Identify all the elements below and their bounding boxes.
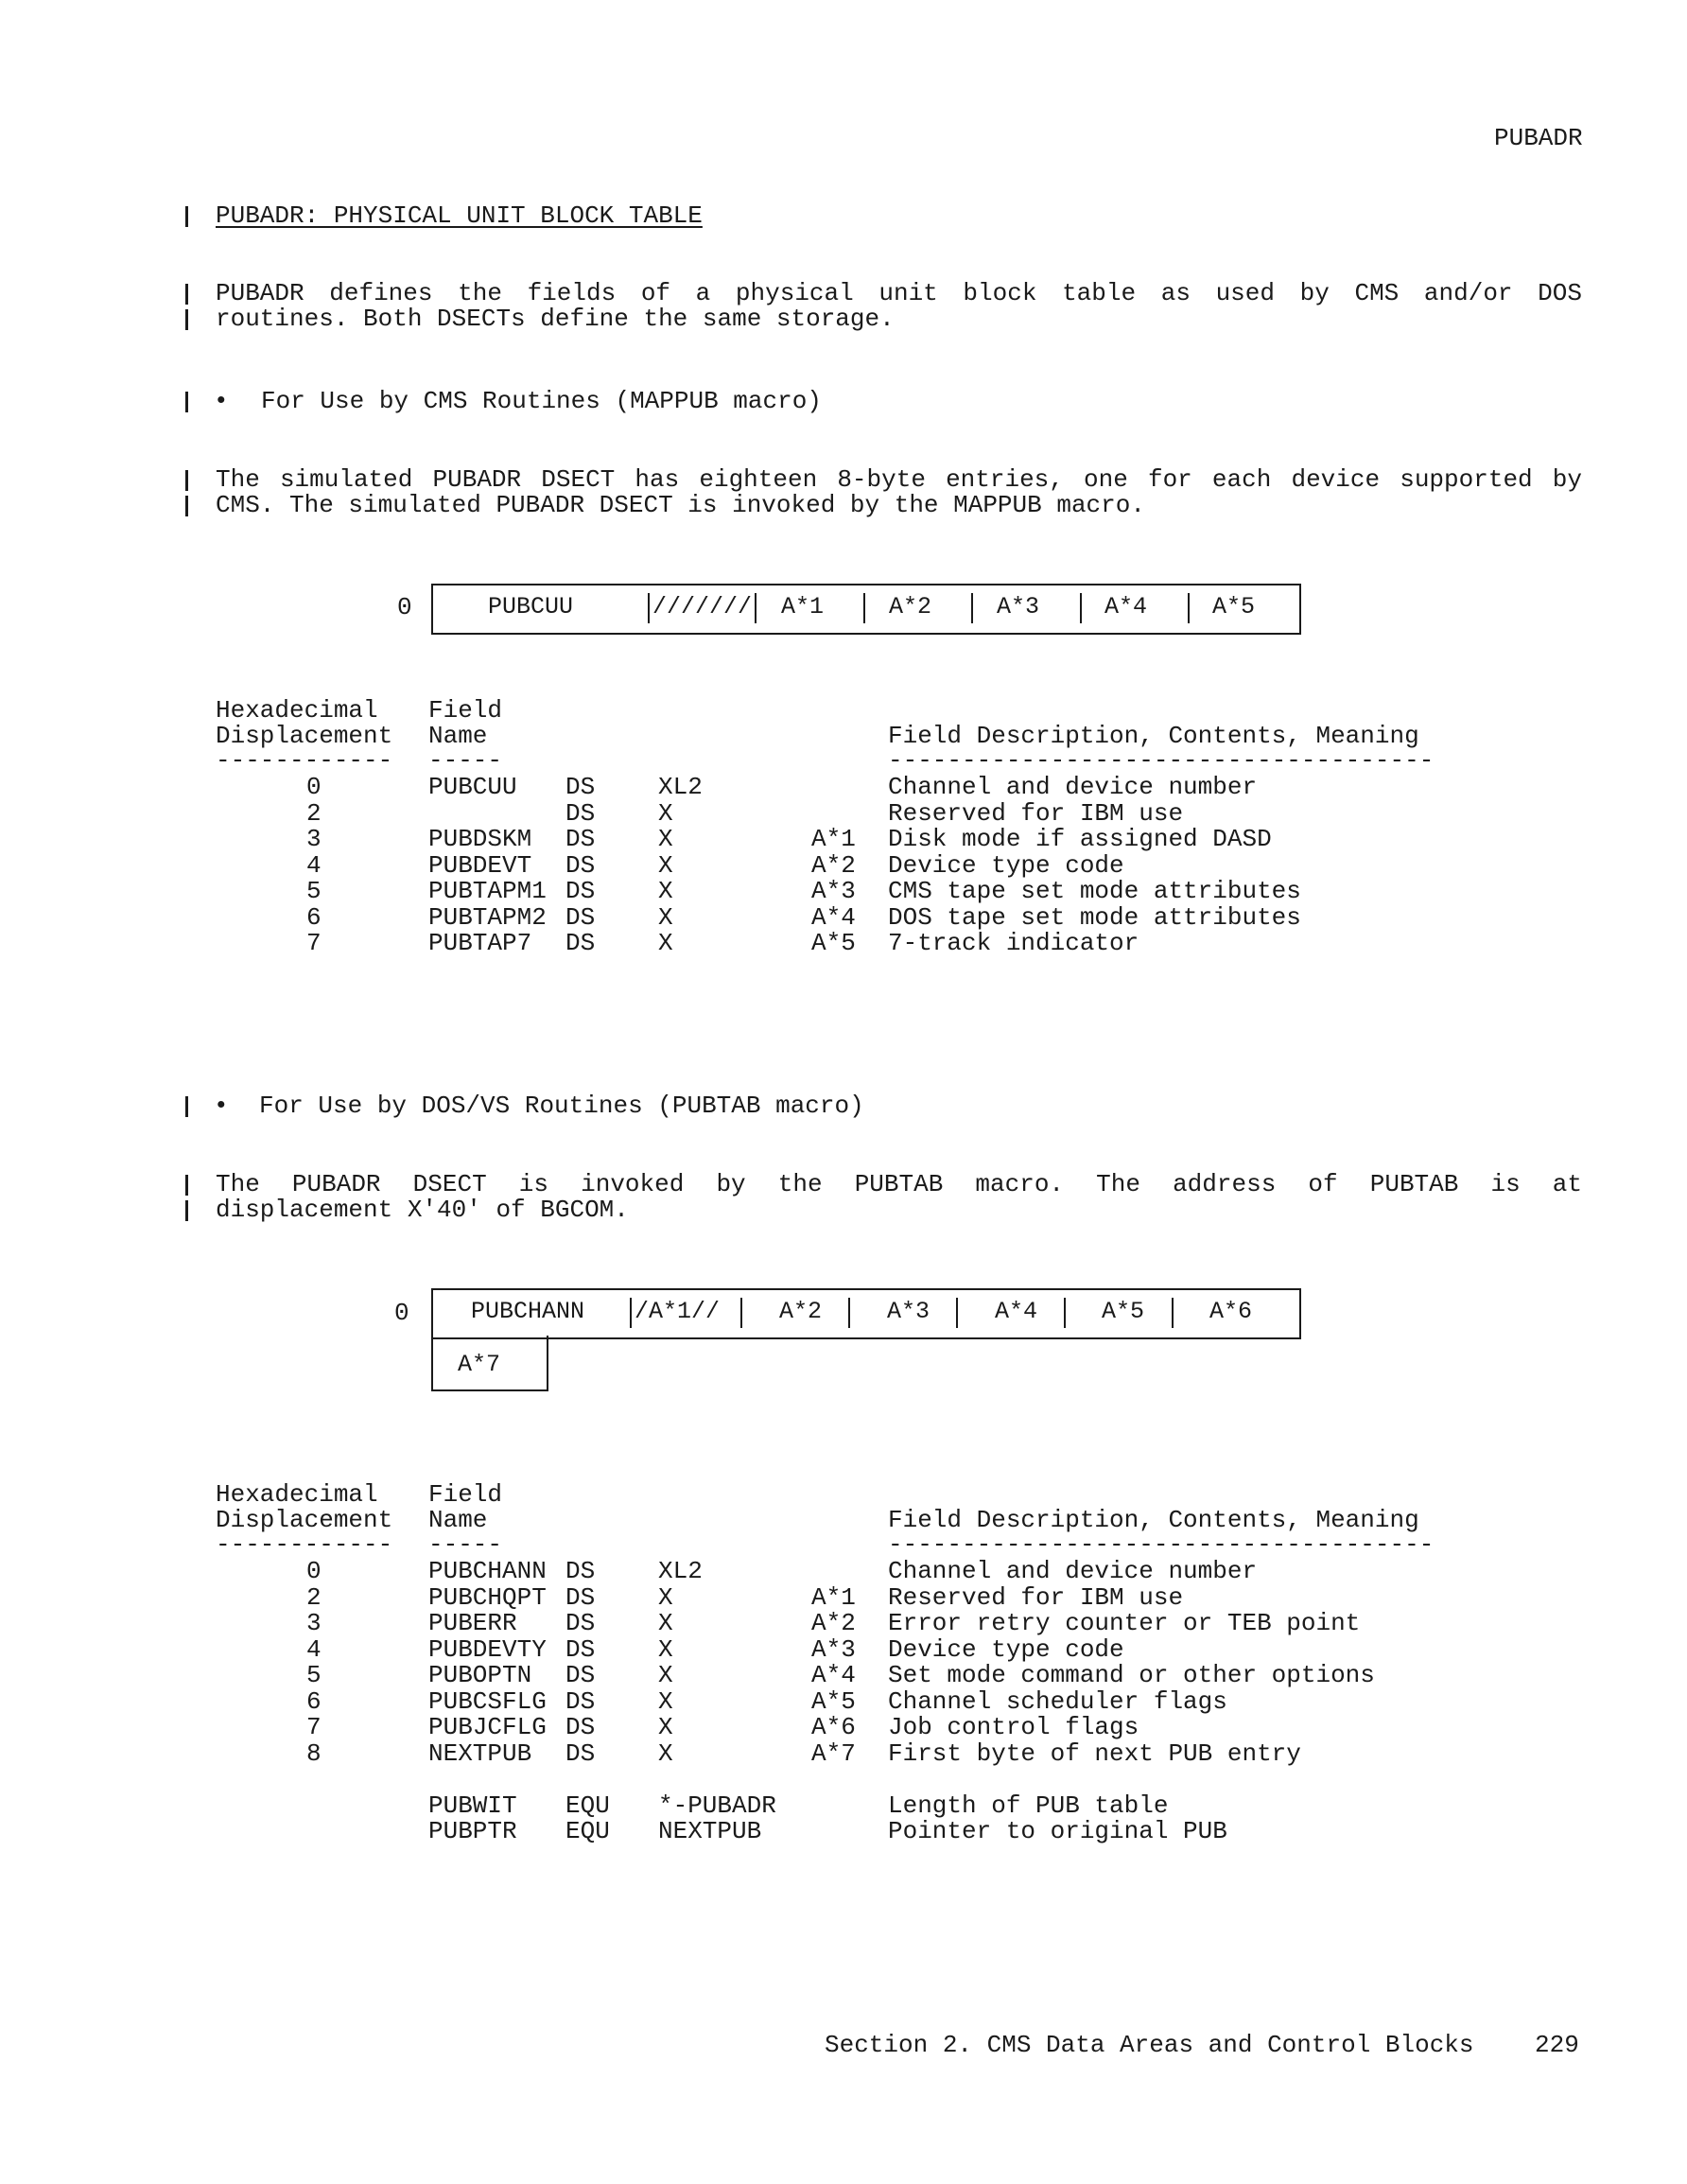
section2-heading: For Use by DOS/VS Routines (PUBTAB macro): [259, 1092, 864, 1120]
bullet-icon: •: [214, 387, 229, 415]
page-number: 229: [1535, 2031, 1579, 2059]
revision-bar: [185, 1175, 188, 1196]
diagram2-separator: [630, 1298, 632, 1328]
revision-bar: [185, 496, 188, 516]
diagram1-separator: [1188, 593, 1190, 623]
diagram1-separator: [863, 593, 865, 623]
diagram1-cell: A*3: [997, 593, 1040, 620]
diagram1-cell: A*2: [889, 593, 932, 620]
diagram2-cell: A*5: [1102, 1298, 1145, 1325]
revision-bar: [185, 206, 188, 227]
diagram2-cell: PUBCHANN: [471, 1298, 585, 1325]
diagram1-separator: [648, 593, 650, 623]
diagram2-offset: 0: [394, 1299, 409, 1327]
diagram1-cell: ///////: [652, 593, 753, 620]
table2-header-rule: ------------: [216, 1530, 393, 1559]
section2-para-line-1: The PUBADR DSECT is invoked by the PUBTAB macro. The address of PUBTAB is at: [216, 1170, 1582, 1198]
table2-header-disp: Displacement: [216, 1506, 393, 1534]
running-head: PUBADR: [1494, 124, 1583, 152]
table1-header-disp: Displacement: [216, 722, 393, 750]
table1-header-disp: Hexadecimal: [216, 696, 378, 725]
revision-bar: [185, 309, 188, 330]
table2-header-disp: Hexadecimal: [216, 1480, 378, 1509]
diagram1-separator: [755, 593, 757, 623]
footer-section: Section 2. CMS Data Areas and Control Blocks: [825, 2031, 1474, 2059]
diagram2-cell: A*7: [458, 1351, 501, 1378]
diagram1-separator: [1080, 593, 1082, 623]
table2-header-name: Name: [428, 1506, 488, 1534]
diagram2-cell: A*2: [779, 1298, 823, 1325]
page-title: PUBADR: PHYSICAL UNIT BLOCK TABLE: [216, 201, 703, 230]
revision-bar: [185, 1200, 188, 1221]
diagram1-cell: A*4: [1104, 593, 1148, 620]
table1-header-desc: Field Description, Contents, Meaning: [888, 722, 1419, 750]
diagram2-separator: [1172, 1298, 1174, 1328]
diagram2-separator: [848, 1298, 850, 1328]
diagram2-separator: [956, 1298, 958, 1328]
section1-heading: For Use by CMS Routines (MAPPUB macro): [261, 387, 822, 415]
diagram2-cell: /A*1//: [635, 1298, 721, 1325]
revision-bar: [185, 1096, 188, 1117]
table1-header-name: Field: [428, 696, 503, 725]
section1-para-line-1: The simulated PUBADR DSECT has eighteen 8-byte entries, one for each device supported by: [216, 465, 1582, 494]
table2-header-desc: Field Description, Contents, Meaning: [888, 1506, 1419, 1534]
diagram1-separator: [971, 593, 973, 623]
diagram1-cell: A*1: [781, 593, 825, 620]
bullet-icon: •: [214, 1092, 229, 1120]
diagram1-cell: PUBCUU: [488, 593, 574, 620]
diagram2-separator: [740, 1298, 742, 1328]
section1-para-line-2: CMS. The simulated PUBADR DSECT is invoked by the MAPPUB macro.: [216, 491, 1145, 519]
diagram1-cell: A*5: [1212, 593, 1256, 620]
table2-header-rule: -------------------------------------: [888, 1530, 1435, 1559]
table1-header-rule: -------------------------------------: [888, 746, 1435, 775]
section2-para-line-2: displacement X'40' of BGCOM.: [216, 1196, 629, 1224]
diagram2-cell: A*3: [887, 1298, 930, 1325]
revision-bar: [185, 392, 188, 412]
revision-bar: [185, 284, 188, 305]
intro-line-2: routines. Both DSECTs define the same storage.: [216, 305, 895, 333]
table2-header-name: Field: [428, 1480, 503, 1509]
diagram2-cell: A*6: [1209, 1298, 1253, 1325]
diagram1-offset: 0: [397, 593, 412, 621]
table1-header-rule: ------------: [216, 746, 393, 775]
table1-header-name: Name: [428, 722, 488, 750]
intro-line-1: PUBADR defines the fields of a physical unit block table as used by CMS and/or DOS: [216, 279, 1582, 307]
table2-header-rule: -----: [428, 1530, 503, 1559]
diagram2-cell: A*4: [995, 1298, 1038, 1325]
revision-bar: [185, 470, 188, 491]
diagram2-separator: [1064, 1298, 1066, 1328]
table1-header-rule: -----: [428, 746, 503, 775]
